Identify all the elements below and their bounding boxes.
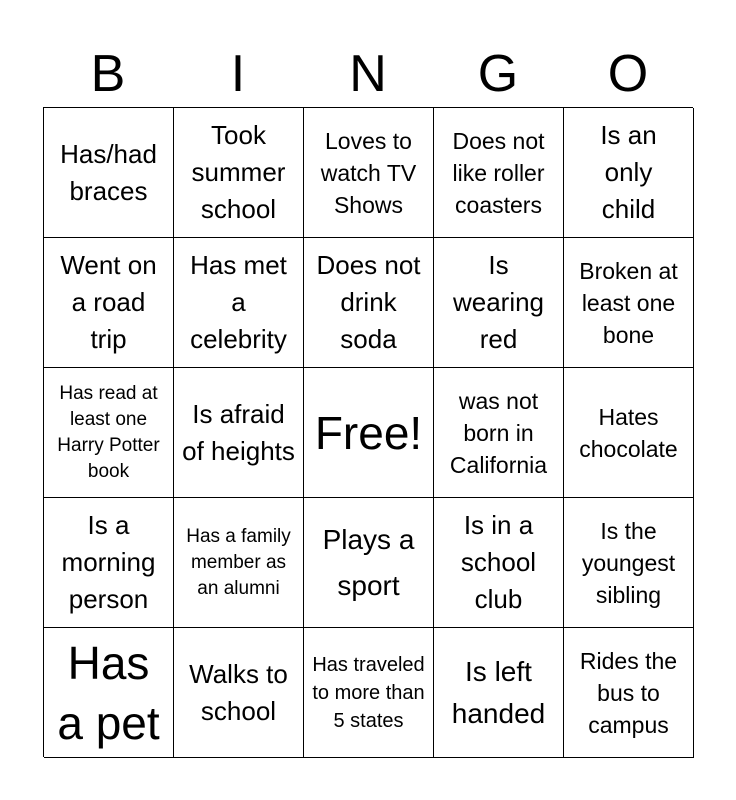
- bingo-grid: [43, 107, 693, 757]
- bingo-cell[interactable]: [174, 108, 304, 238]
- cell-text: Walks to school: [189, 658, 288, 726]
- cell-text: Has traveled to more than 5 states: [312, 653, 425, 732]
- cell-text: Has a family member as an alumni: [186, 525, 291, 599]
- bingo-cell[interactable]: [174, 628, 304, 758]
- cell-text: Is the youngest sibling: [581, 517, 676, 608]
- cell-text: Hates chocolate: [579, 403, 678, 462]
- cell-text: Plays a sport: [322, 523, 415, 601]
- bingo-cell[interactable]: [44, 108, 174, 238]
- bingo-cell[interactable]: [304, 498, 434, 628]
- cell-text: Is an only child: [600, 120, 657, 224]
- bingo-cell free-space[interactable]: [304, 368, 434, 498]
- cell-text: Does not drink soda: [316, 250, 421, 354]
- cell-text: Has/had braces: [60, 138, 157, 206]
- header-letter-n: N: [349, 45, 387, 103]
- cell-text: Is afraid of heights: [182, 398, 295, 466]
- cell-text: Took summer school: [191, 120, 286, 224]
- bingo-cell[interactable]: [304, 238, 434, 368]
- bingo-cell[interactable]: [44, 238, 174, 368]
- bingo-header: [43, 40, 693, 108]
- cell-text: Is a morning person: [61, 510, 156, 614]
- bingo-cell[interactable]: [434, 498, 564, 628]
- bingo-cell[interactable]: [44, 368, 174, 498]
- cell-text: Does not like roller coasters: [452, 127, 545, 218]
- bingo-cell[interactable]: [564, 498, 694, 628]
- cell-text: Is left handed: [451, 655, 546, 729]
- cell-text: Loves to watch TV Shows: [320, 127, 417, 218]
- bingo-cell[interactable]: [434, 628, 564, 758]
- bingo-cell[interactable]: [174, 368, 304, 498]
- cell-text: Is in a school club: [460, 510, 537, 614]
- cell-text: Has a pet: [57, 636, 160, 749]
- bingo-cell[interactable]: [434, 368, 564, 498]
- cell-text: Went on a road trip: [60, 250, 157, 354]
- cell-text: Is wearing red: [452, 250, 545, 354]
- bingo-cell[interactable]: [304, 628, 434, 758]
- header-letter-i: I: [230, 45, 246, 103]
- cell-text: Has read at least one Harry Potter book: [57, 382, 160, 482]
- free-space-text: Free!: [314, 406, 423, 459]
- bingo-cell[interactable]: [174, 498, 304, 628]
- cell-text: Rides the bus to campus: [579, 647, 678, 738]
- bingo-cell[interactable]: [564, 368, 694, 498]
- cell-text: Broken at least one bone: [579, 257, 678, 348]
- bingo-cell[interactable]: [564, 238, 694, 368]
- bingo-cell[interactable]: [434, 238, 564, 368]
- bingo-cell[interactable]: [174, 238, 304, 368]
- bingo-cell[interactable]: [434, 108, 564, 238]
- header-letter-b: B: [90, 45, 126, 103]
- bingo-cell[interactable]: [44, 628, 174, 758]
- bingo-cell[interactable]: [44, 498, 174, 628]
- header-letter-g: G: [477, 45, 519, 103]
- cell-text: Has met a celebrity: [190, 250, 287, 354]
- bingo-cell[interactable]: [304, 108, 434, 238]
- header-letter-o: O: [607, 45, 649, 103]
- bingo-cell[interactable]: [564, 108, 694, 238]
- cell-text: was not born in California: [449, 387, 548, 478]
- bingo-cell[interactable]: [564, 628, 694, 758]
